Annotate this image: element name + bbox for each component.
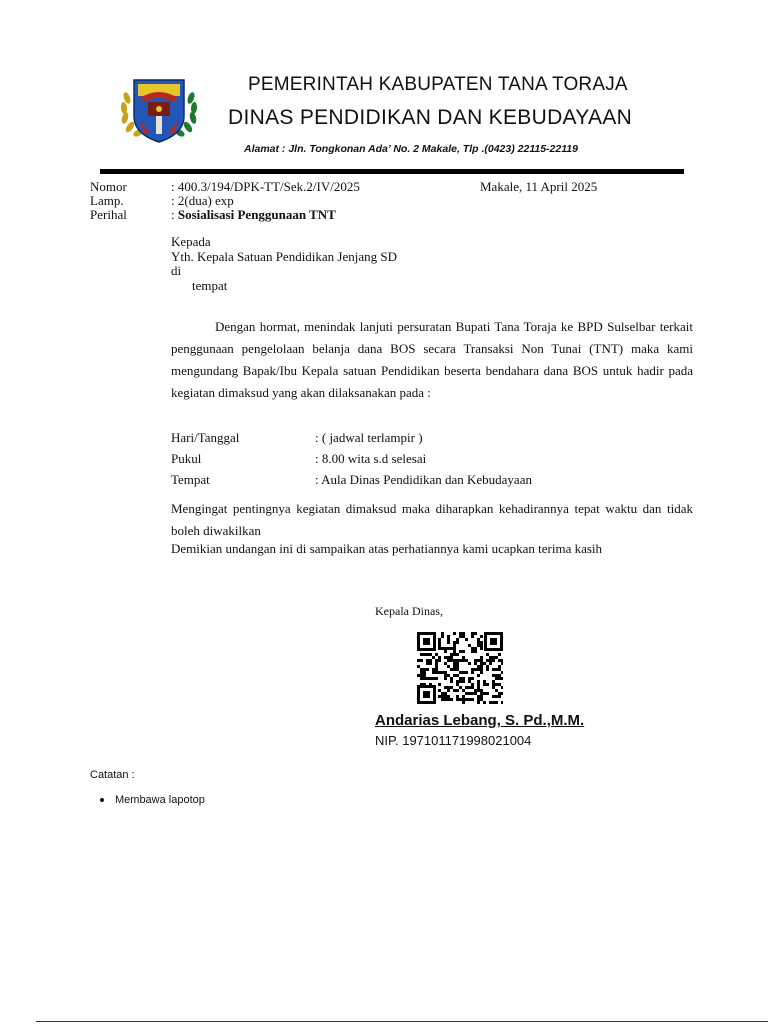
detail-label-date: Hari/Tanggal: [171, 430, 240, 445]
signer-nip: NIP. 197101171998021004: [375, 733, 532, 748]
detail-label-time: Pukul: [171, 451, 202, 466]
signature-qr-code: [417, 632, 503, 704]
regency-logo: [118, 76, 200, 146]
signer-title: Kepala Dinas,: [375, 604, 443, 618]
notes-list: [100, 794, 205, 806]
perihal-value: Sosialisasi Penggunaan TNT: [177, 207, 336, 222]
recipient-di: di: [171, 263, 182, 278]
qr-code-icon: [417, 632, 503, 704]
agency-title: DINAS PENDIDIKAN DAN KEBUDAYAAN: [228, 106, 633, 129]
lamp-label: Lamp.: [90, 193, 124, 208]
body-paragraph: [171, 316, 693, 404]
page-bottom-edge: [36, 1021, 768, 1022]
body-paragraph-text: Dengan hormat, menindak lanjuti persuratan Bupati Tana Toraja ke BPD Sulselbar terkait penggunaan pengelolaan belanja dana BOS secara Transaksi Non Tunai (TNT) maka kami mengundang Bapak/Ibu Kepala satuan Pendidikan beserta bendahara dana BOS untuk hadir pada kegiatan dimaksud yang akan dilaksanakan pada :: [171, 319, 693, 400]
detail-value-place: : Aula Dinas Pendidikan dan Kebudayaan: [315, 472, 532, 487]
notes-item: Membawa lapotop: [115, 794, 205, 806]
detail-value-date: : ( jadwal terlampir ): [315, 430, 423, 445]
nomor-value: : 400.3/194/DPK-TT/Sek.2/IV/2025: [171, 179, 360, 194]
detail-value-time: : 8.00 wita s.d selesai: [315, 451, 427, 466]
perihal-label: Perihal: [90, 207, 127, 222]
bullet-icon: [100, 798, 104, 802]
recipient-kepada: Kepada: [171, 234, 211, 249]
recipient-name: Yth. Kepala Satuan Pendidikan Jenjang SD: [171, 249, 398, 264]
closing-paragraph: Mengingat pentingnya kegiatan dimaksud maka diharapkan kehadirannya tepat waktu dan tidak boleh diwakilkan: [171, 501, 693, 538]
government-title: PEMERINTAH KABUPATEN TANA TORAJA: [248, 74, 628, 95]
closing-thanks: Demikian undangan ini di sampaikan atas perhatiannya kami ucapkan terima kasih: [171, 541, 603, 556]
letter-date: Makale, 11 April 2025: [480, 179, 598, 194]
header-divider: [100, 169, 684, 174]
regency-emblem-icon: [118, 76, 200, 146]
recipient-tempat: tempat: [192, 278, 228, 293]
notes-label: Catatan :: [90, 769, 135, 781]
perihal-colon: :: [171, 207, 178, 222]
perihal-row: [171, 208, 336, 222]
office-address: Alamat : Jln. Tongkonan Ada’ No. 2 Makale, Tlp .(0423) 22115-22119: [244, 143, 578, 155]
signer-name: Andarias Lebang, S. Pd.,M.M.: [375, 712, 585, 729]
lamp-value: : 2(dua) exp: [171, 193, 234, 208]
detail-label-place: Tempat: [171, 472, 210, 487]
nomor-label: Nomor: [90, 179, 127, 194]
